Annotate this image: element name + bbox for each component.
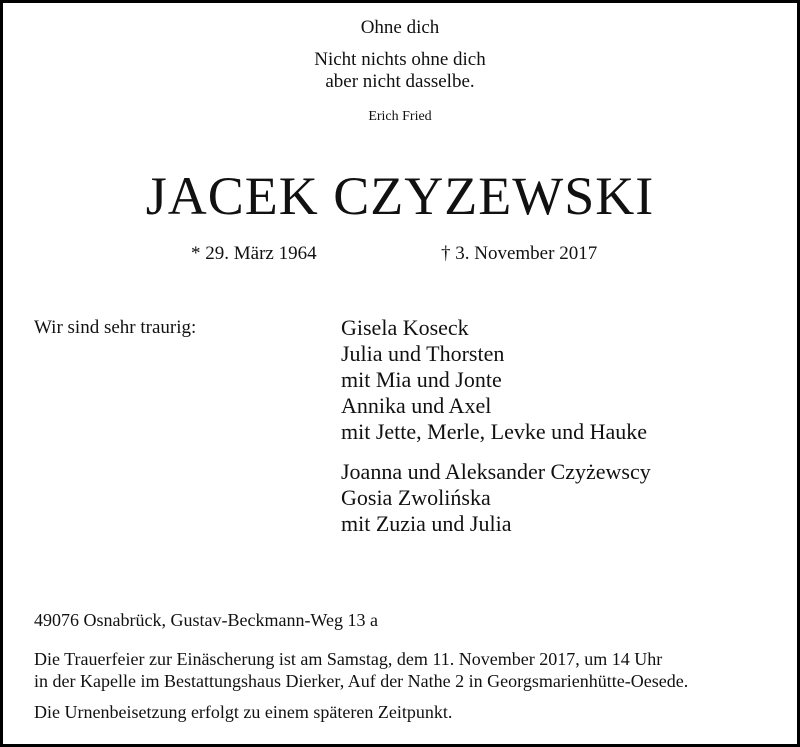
mourner-line: Annika und Axel: [341, 393, 492, 418]
death-date: † 3. November 2017: [441, 243, 598, 264]
mourners-group-2: [341, 459, 651, 537]
mourner-line: Julia und Thorsten: [341, 341, 505, 366]
mourner-line: mit Zuzia und Julia: [341, 511, 512, 536]
address: 49076 Osnabrück, Gustav-Beckmann-Weg 13 a: [34, 610, 378, 630]
mourner-line: mit Mia und Jonte: [341, 367, 502, 392]
mourners-group-1: [341, 315, 647, 445]
funeral-line-2: in der Kapelle im Bestattungshaus Dierker, Auf der Nathe 2 in Georgsmarienhütte-Oesede.: [34, 671, 689, 691]
birth-date: * 29. März 1964: [191, 243, 317, 264]
mourner-line: Joanna und Aleksander Czyżewscy: [341, 459, 651, 484]
urn-burial-note: Die Urnenbeisetzung erfolgt zu einem späteren Zeitpunkt.: [34, 702, 453, 722]
mourner-line: Gisela Koseck: [341, 315, 469, 340]
deceased-name: JACEK CZYZEWSKI: [145, 166, 655, 226]
poem-line-2: aber nicht dasselbe.: [325, 71, 475, 92]
funeral-line-1: Die Trauerfeier zur Einäscherung ist am Samstag, dem 11. November 2017, um 14 Uhr: [34, 649, 663, 669]
poem-author: Erich Fried: [368, 109, 432, 124]
mourners-label: Wir sind sehr traurig:: [34, 317, 197, 338]
poem-title: Ohne dich: [360, 17, 440, 38]
poem-line-1: Nicht nichts ohne dich: [314, 49, 486, 70]
mourner-line: Gosia Zwolińska: [341, 485, 491, 510]
mourner-line: mit Jette, Merle, Levke und Hauke: [341, 419, 648, 444]
